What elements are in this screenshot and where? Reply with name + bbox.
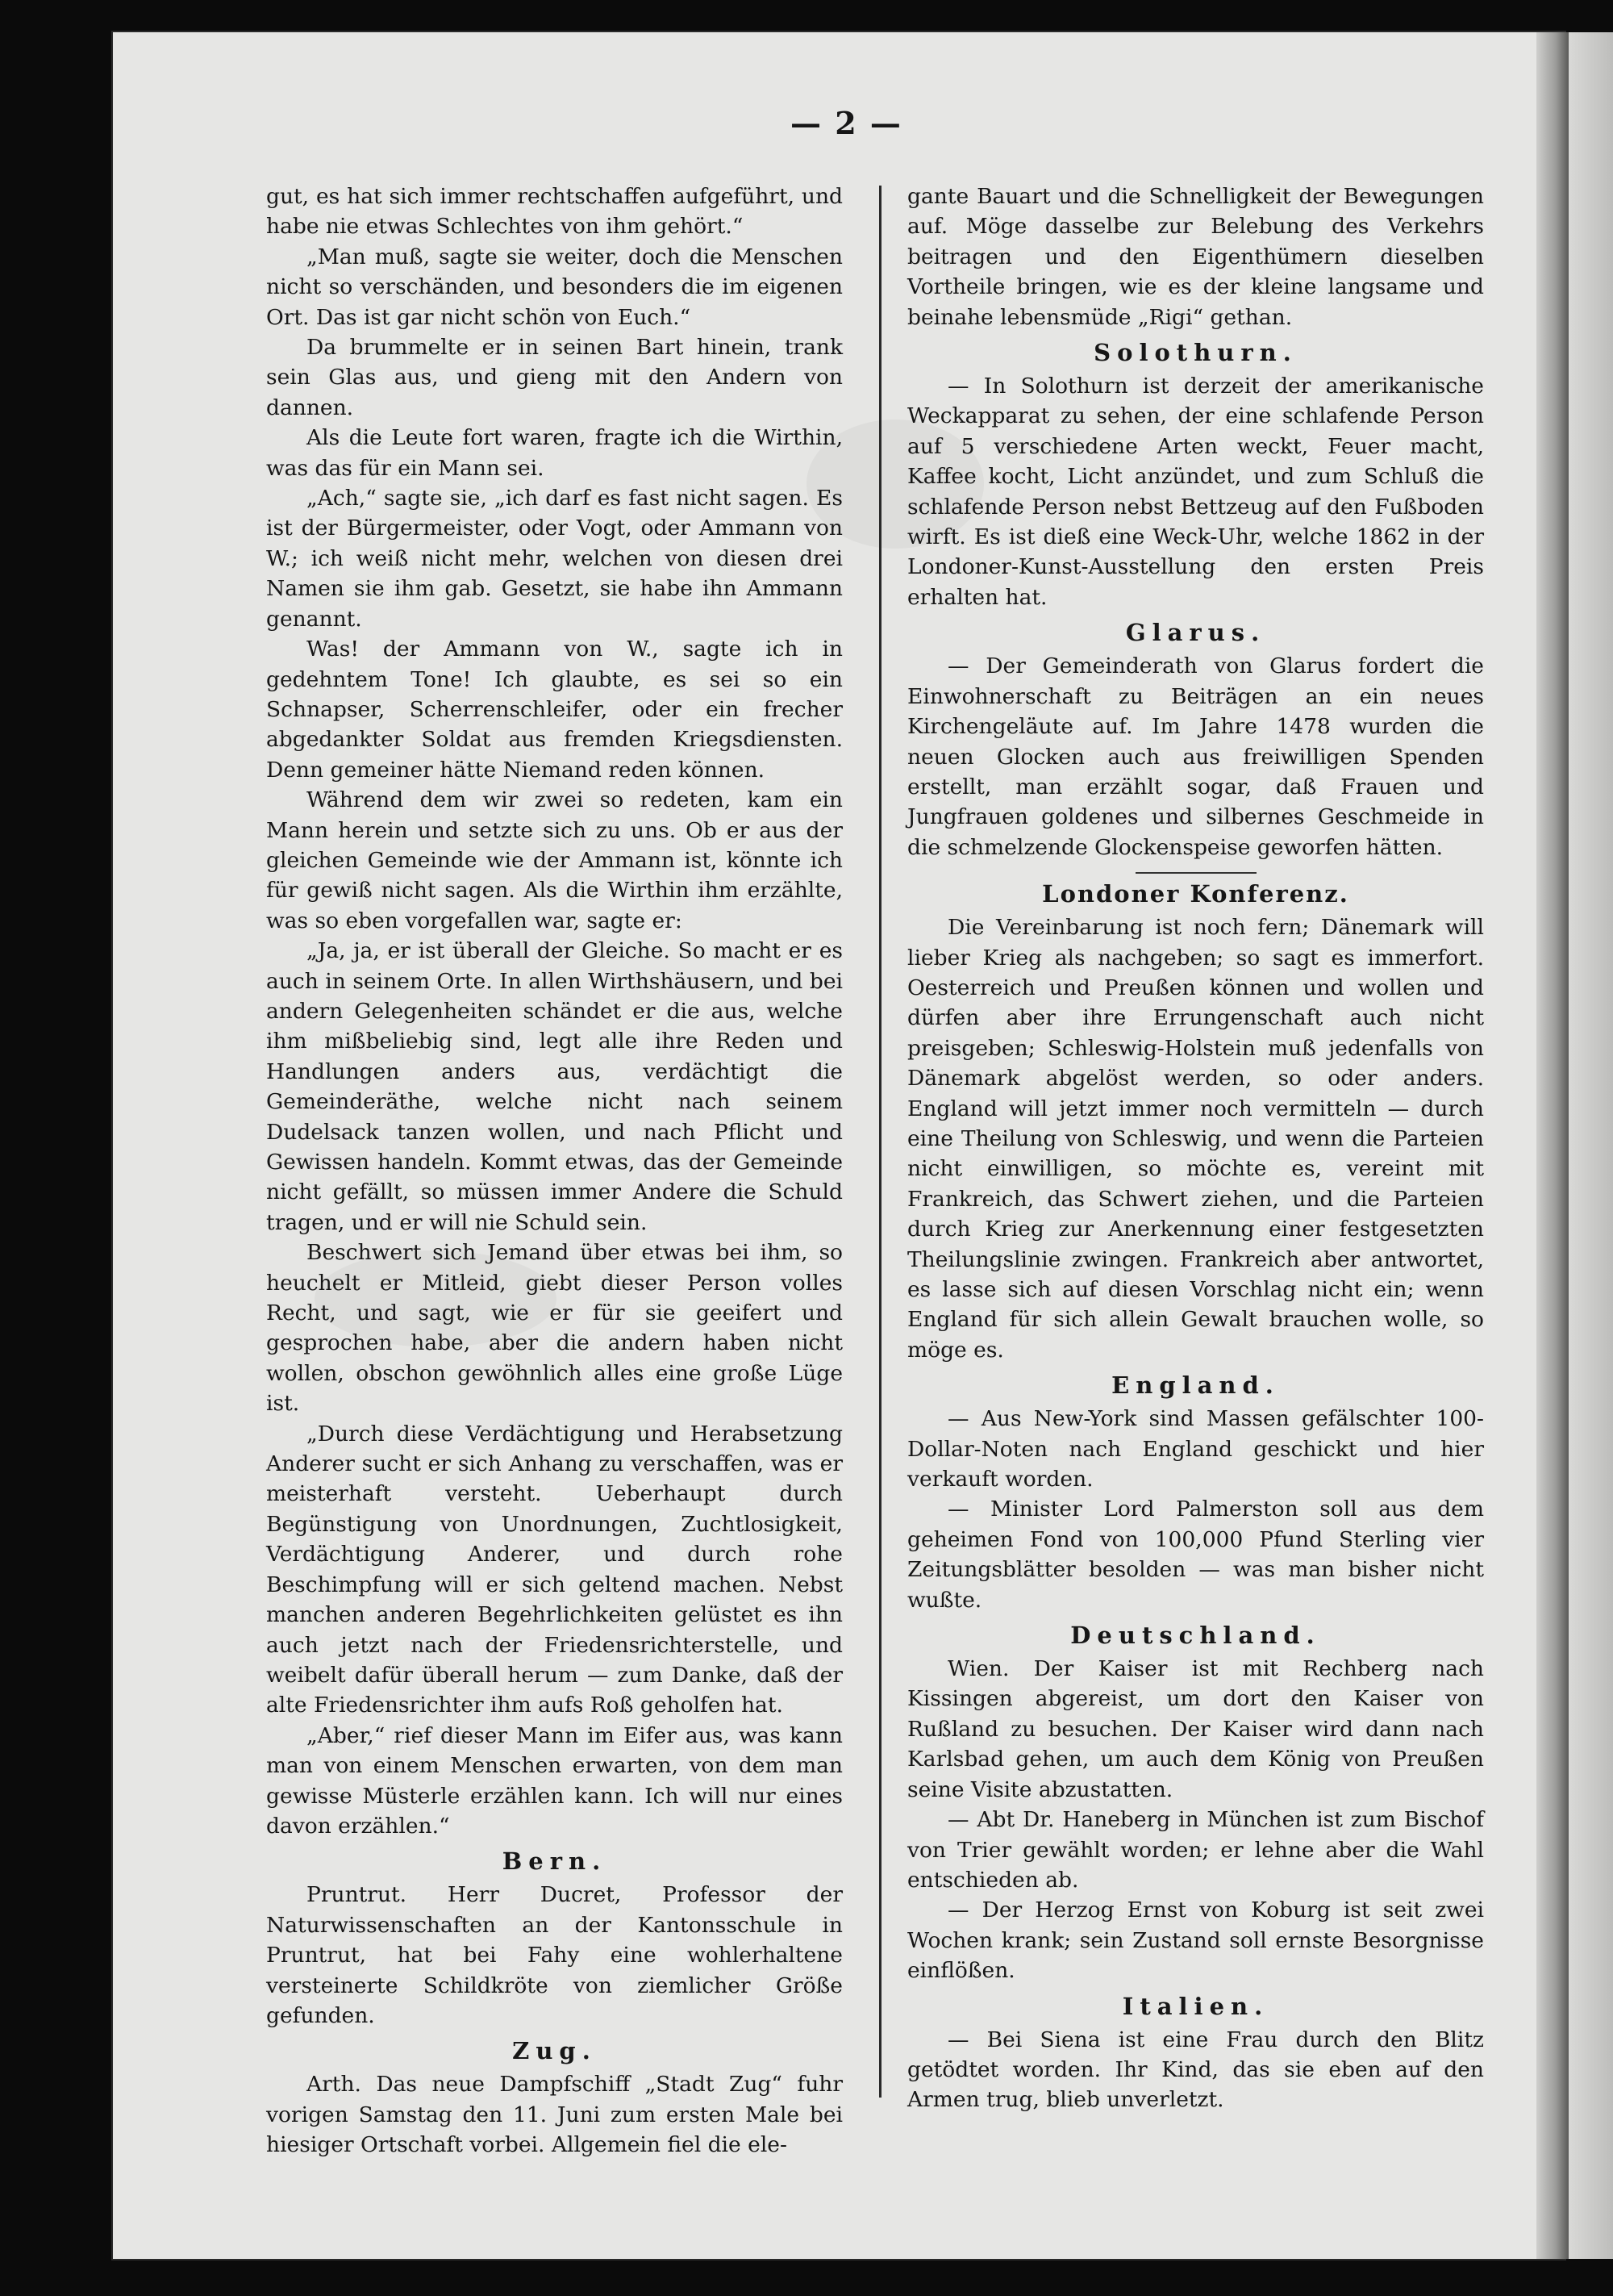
page-number: — 2 — [790, 105, 902, 141]
next-page-margin [1569, 32, 1613, 2259]
paragraph: Was! der Ammann von W., sagte ich in gedehntem Tone! Ich glaubte, es sei so ein Schnapser, Scherrenschleifer, oder ein frecher abgedankter Soldat aus fremden Kriegsdiensten. Denn gemeiner hätte Niemand reden können. [266, 637, 843, 783]
paragraph: — Abt Dr. Haneberg in München ist zum Bischof von Trier gewählt worden; er lehne aber die Wahl entschieden ab. [907, 1807, 1484, 1893]
paragraph: „Ach,“ sagte sie, „ich darf es fast nicht sagen. Es ist der Bürgermeister, oder Vogt, oder Ammann von W.; ich weiß nicht mehr, welchen von diesen drei Namen sie ihm gab. Gesetzt, sie habe ihn Ammann genannt. [266, 486, 843, 632]
column-divider [879, 186, 882, 2098]
paragraph: „Aber,“ rief dieser Mann im Eifer aus, was kann man von einem Menschen erwarten, von dem man gewisse Müsterle erzählen kann. Ich will nur eines davon erzählen.“ [266, 1722, 843, 1839]
right-column [907, 182, 1484, 2115]
section-heading-londoner-konferenz: Londoner Konferenz. [1042, 880, 1349, 908]
paragraph: Wien. Der Kaiser ist mit Rechberg nach Kissingen abgereist, um dort den Kaiser von Rußland zu besuchen. Der Kaiser wird dann nach Karlsbad gehen, um auch dem König von Preußen seine Visite abzustatten. [907, 1656, 1484, 1802]
section-heading-bern: Bern. [502, 1847, 607, 1876]
paragraph: Da brummelte er in seinen Bart hinein, trank sein Glas aus, und gieng mit den Andern von dannen. [266, 335, 843, 420]
paragraph: Die Vereinbarung ist noch fern; Dänemark will lieber Krieg als nachgeben; so sagt es immerfort. Oesterreich und Preußen können und wollen und dürfen aber ihre Errungenschaft auch nicht preisgeben; Schleswig-Holstein muß jedenfalls von Dänemark abgelöst werden, so oder anders. England will jetzt immer noch vermitteln — durch eine Theilung von Schleswig, und wenn die Parteien nicht einwilligen, so möchte es, vereint mit Frankreich, das Schwert ziehen, und die Parteien durch Krieg zur Anerkennung einer festgesetzten Theilungslinie zwingen. Frankreich aber antwortet, es lasse sich auf diesen Vorschlag nicht ein; wenn England für sich allein Gewalt brauchen wolle, so möge es. [907, 915, 1484, 1363]
paragraph: „Man muß, sagte sie weiter, doch die Menschen nicht so verschänden, und besonders die im eigenen Ort. Das ist gar nicht schön von Euch.“ [266, 244, 843, 330]
section-heading-deutschland: Deutschland. [1070, 1622, 1321, 1650]
paragraph: — Bei Siena ist eine Frau durch den Blitz getödtet worden. Ihr Kind, das sie eben auf den Armen trug, blieb unverletzt. [907, 2027, 1484, 2113]
paragraph: — Der Herzog Ernst von Koburg ist seit zwei Wochen krank; sein Zustand soll ernste Besorgnisse einflößen. [907, 1897, 1484, 1984]
paragraph: Arth. Das neue Dampfschiff „Stadt Zug“ fuhr vorigen Samstag den 11. Juni zum ersten Male bei hiesiger Ortschaft vorbei. Allgemein fiel die ele- [266, 2072, 843, 2158]
paragraph: Als die Leute fort waren, fragte ich die Wirthin, was das für ein Mann sei. [266, 425, 843, 481]
section-heading-italien: Italien. [1122, 1992, 1269, 2020]
section-heading-england: England. [1111, 1371, 1280, 1400]
section-heading-glarus: Glarus. [1125, 619, 1266, 647]
paragraph: Während dem wir zwei so redeten, kam ein Mann herein und setzte sich zu uns. Ob er aus der gleichen Gemeinde wie der Ammann ist, könnte ich für gewiß nicht sagen. Als die Wirthin ihm erzählte, was so eben vorgefallen war, sagte er: [266, 787, 843, 933]
page-edge [1536, 32, 1569, 2259]
paragraph: — Der Gemeinderath von Glarus fordert die Einwohnerschaft zu Beiträgen an ein neues Kirchengeläute auf. Im Jahre 1478 wurden die neuen Glocken auch aus freiwilligen Spenden erstellt, man erzählt sogar, daß Frauen und Jungfrauen goldenes und silbernes Geschmeide in die schmelzende Glockenspeise geworfen hätten. [907, 653, 1484, 860]
section-separator [1136, 872, 1257, 874]
left-column [266, 182, 843, 2160]
paragraph: — In Solothurn ist derzeit der amerikanische Weckapparat zu sehen, der eine schlafende Person auf 5 verschiedene Arten weckt, Feuer macht, Kaffee kocht, Licht anzündet, und zum Schluß die schlafende Person nebst Bettzeug auf den Fußboden wirft. Es ist dieß eine Weck-Uhr, welche 1862 in der Londoner-Kunst-Ausstellung den ersten Preis erhalten hat. [907, 374, 1484, 610]
paragraph: — Aus New-York sind Massen gefälschter 100-Dollar-Noten nach England geschickt und hier verkauft worden. [907, 1406, 1484, 1492]
paragraph: gante Bauart und die Schnelligkeit der Bewegungen auf. Möge dasselbe zur Belebung des Verkehrs beitragen und den Eigenthümern dieselben Vortheile bringen, wie es der kleine langsame und beinahe lebensmüde „Rigi“ gethan. [907, 184, 1484, 330]
paragraph: — Minister Lord Palmerston soll aus dem geheimen Fond von 100,000 Pfund Sterling vier Zeitungsblätter besolden — was man bisher nicht wußte. [907, 1497, 1484, 1613]
paragraph: Pruntrut. Herr Ducret, Professor der Naturwissenschaften an der Kantonsschule in Pruntrut, hat bei Fahy eine wohlerhaltene versteinerte Schildkröte von ziemlicher Größe gefunden. [266, 1882, 843, 2028]
section-heading-zug: Zug. [512, 2037, 597, 2065]
section-heading-solothurn: Solothurn. [1094, 339, 1298, 367]
paragraph: „Ja, ja, er ist überall der Gleiche. So macht er es auch in seinem Orte. In allen Wirthshäusern, und bei andern Gelegenheiten schändet er die aus, welche ihm mißbeliebig sind, legt alle ihre Reden und Handlungen anders aus, verdächtigt die Gemeinderäthe, welche nicht nach seinem Dudelsack tanzen wollen, und nach Pflicht und Gewissen handeln. Kommt etwas, das der Gemeinde nicht gefällt, so müssen immer Andere die Schuld tragen, und er will nie Schuld sein. [266, 938, 843, 1235]
paragraph: „Durch diese Verdächtigung und Herabsetzung Anderer sucht er sich Anhang zu verschaffen, was er meisterhaft versteht. Ueberhaupt durch Begünstigung von Unordnungen, Zuchtlosigkeit, Verdächtigung Anderer, und durch rohe Beschimpfung will er sich geltend machen. Nebst manchen anderen Begehrlichkeiten gelüstet es ihn auch jetzt nach der Friedensrichterstelle, und weibelt dafür überall herum — zum Danke, daß der alte Friedensrichter ihm aufs Roß geholfen hat. [266, 1421, 843, 1718]
paragraph: gut, es hat sich immer rechtschaffen aufgeführt, und habe nie etwas Schlechtes von ihm gehört.“ [266, 184, 843, 240]
paragraph: Beschwert sich Jemand über etwas bei ihm, so heuchelt er Mitleid, giebt dieser Person volles Recht, und sagt, wie er für sie geeifert und gesprochen habe, aber die andern haben nicht wollen, obschon gewöhnlich alles eine große Lüge ist. [266, 1240, 843, 1417]
